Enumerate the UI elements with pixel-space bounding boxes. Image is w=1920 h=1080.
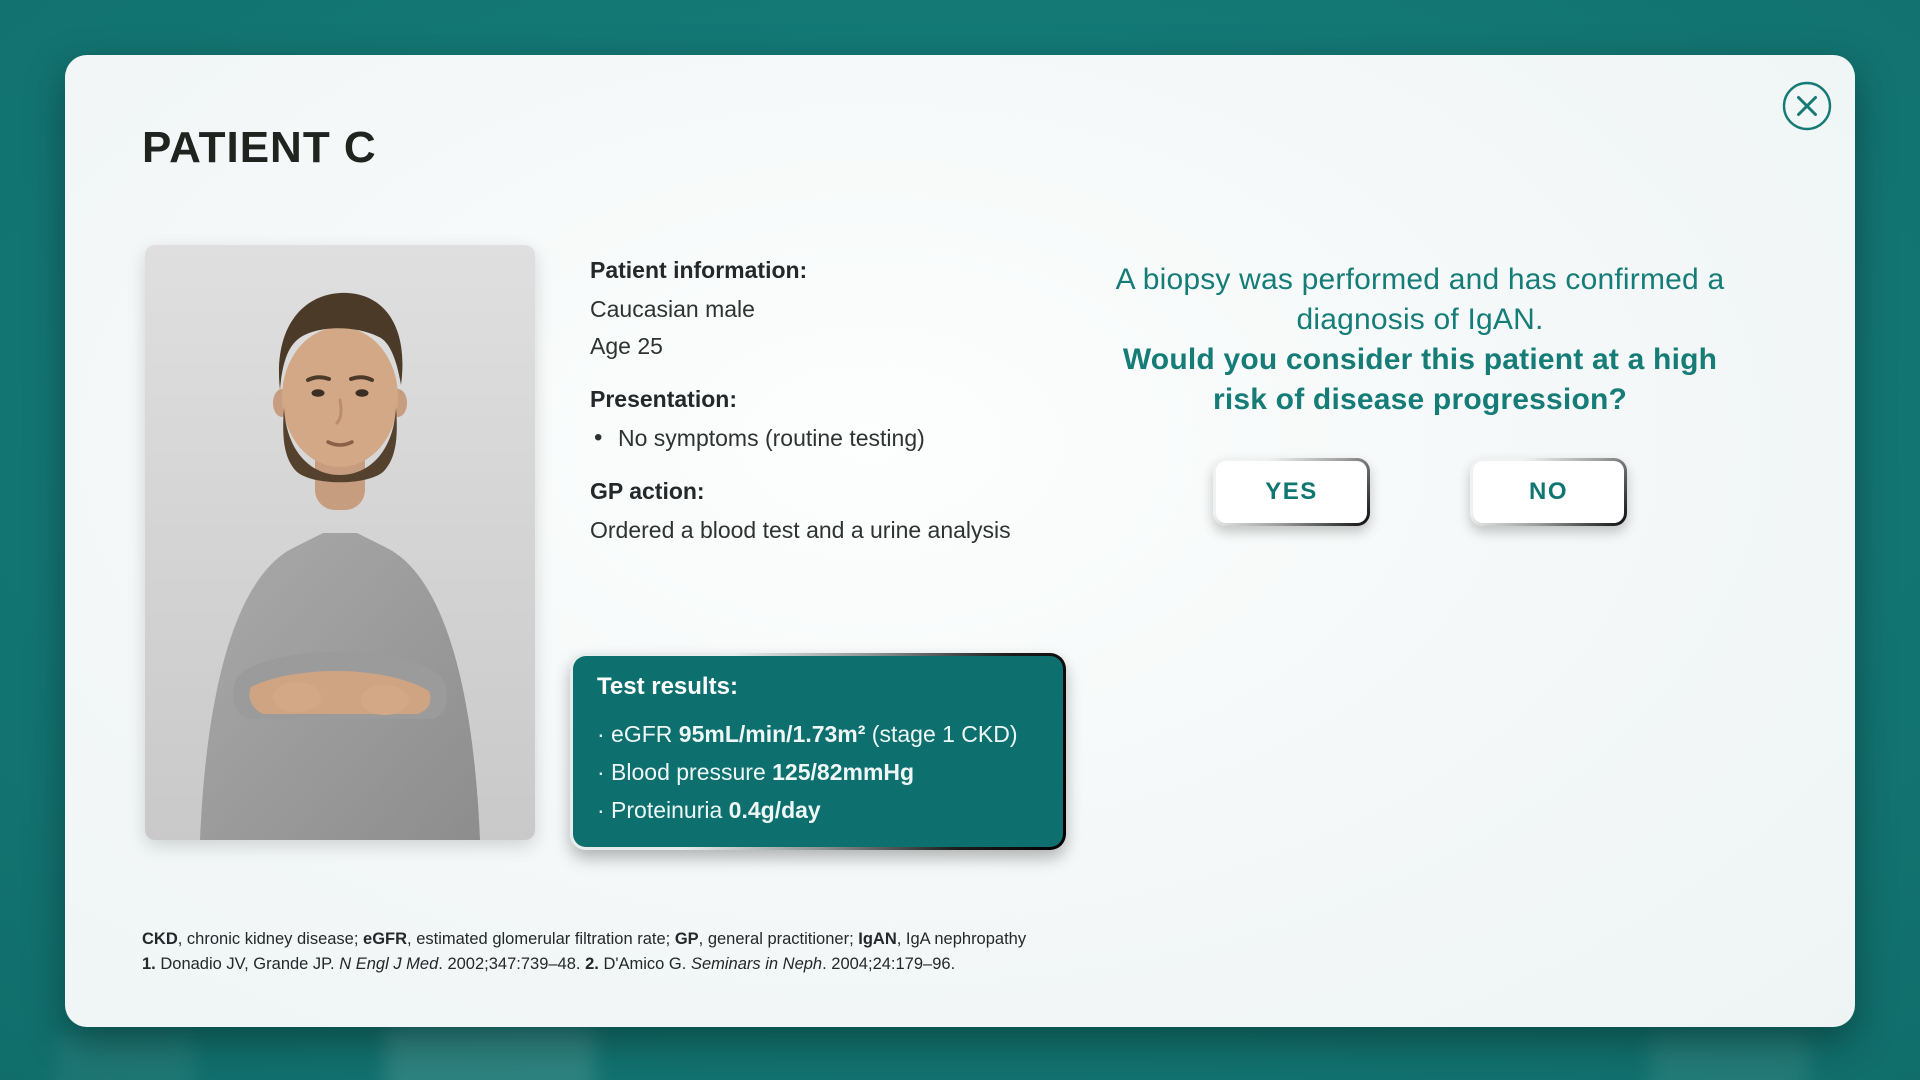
question-panel: [1100, 260, 1740, 526]
patient-case-modal: [65, 55, 1855, 1027]
background-blurred-element: [385, 1026, 595, 1080]
close-icon: [1781, 120, 1833, 135]
yes-button[interactable]: YES: [1216, 461, 1367, 523]
yes-button-frame: [1213, 458, 1370, 526]
no-button-frame: [1470, 458, 1627, 526]
gp-action-heading: GP action:: [590, 478, 705, 504]
patient-photo: [145, 245, 535, 840]
close-button[interactable]: [1781, 80, 1833, 132]
patient-info-line: Caucasian male: [590, 296, 755, 322]
answer-buttons: [1100, 458, 1740, 526]
footnotes: [142, 927, 1026, 977]
test-result-egfr: · eGFR 95mL/min/1.73m² (stage 1 CKD): [597, 721, 1018, 747]
page-title: PATIENT C: [142, 123, 377, 172]
no-button[interactable]: NO: [1473, 461, 1624, 523]
patient-info-column: [590, 257, 1060, 570]
question-prompt: Would you consider this patient at a high risk of disease progression?: [1122, 343, 1718, 416]
background-blurred-element: [1650, 1035, 1810, 1080]
test-results-card: [570, 653, 1066, 850]
test-result-blood-pressure: · Blood pressure 125/82mmHg: [597, 759, 915, 785]
abbreviations-line: CKD, chronic kidney disease; eGFR, estimated glomerular filtration rate; GP, general practitioner; IgAN, IgA nephropathy: [142, 930, 1027, 948]
test-result-proteinuria: · Proteinuria 0.4g/day: [597, 797, 821, 823]
references-line: 1. Donadio JV, Grande JP. N Engl J Med. 2002;347:739–48. 2. D'Amico G. Seminars in Neph. 2004;24:179–96.: [142, 955, 956, 973]
question-statement: A biopsy was performed and has confirmed a diagnosis of IgAN.: [1115, 263, 1725, 336]
background-blurred-element: [55, 1035, 195, 1080]
presentation-heading: Presentation:: [590, 386, 737, 412]
patient-photo-illustration: [145, 245, 535, 840]
test-results-heading: Test results:: [597, 673, 738, 700]
presentation-bullet: • No symptoms (routine testing): [590, 425, 1060, 452]
patient-info-line: Age 25: [590, 333, 663, 359]
gp-action-text: Ordered a blood test and a urine analysis: [590, 517, 1011, 543]
presentation-list: [590, 425, 1060, 452]
patient-info-heading: Patient information:: [590, 257, 808, 283]
